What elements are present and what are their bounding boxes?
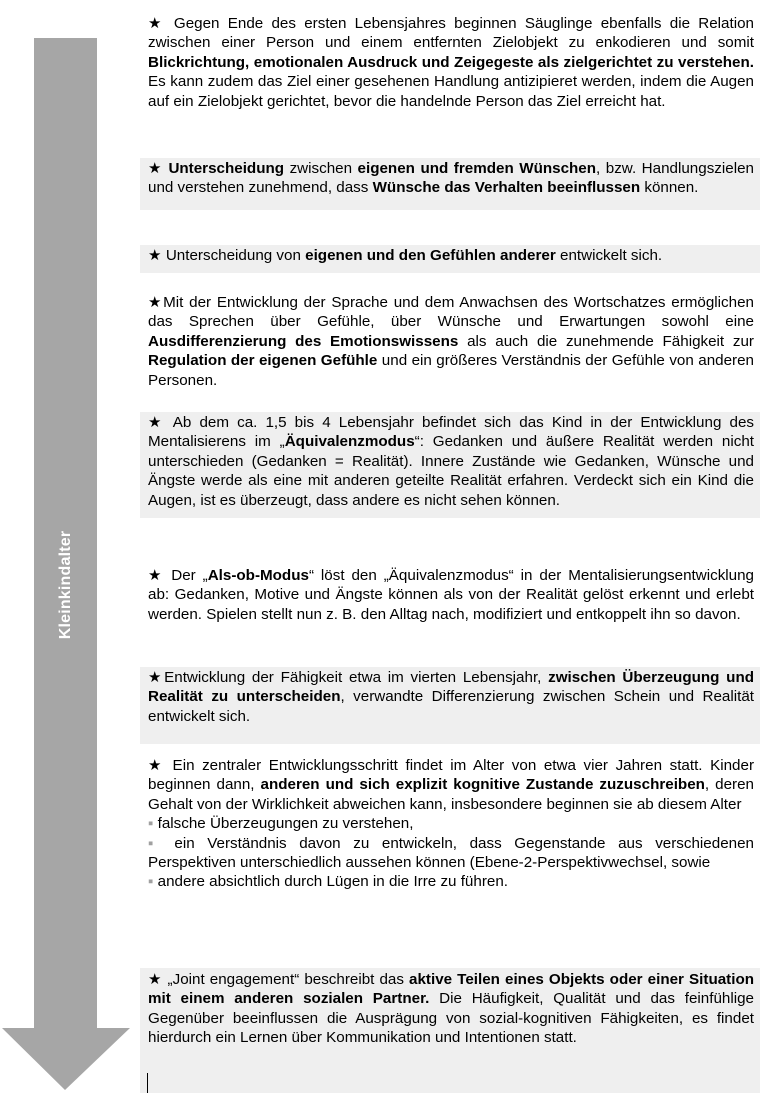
milestone-block-9: ★ „Joint engagement“ beschreibt das aktive Teilen eines Objekts oder einer Situation mit einem anderen sozialen Partner. Die Häufigkeit, Qualität und das feinfühlige Gegenüber beeinflussen die Ausprägung von sozial-kognitiven Fähigkeiten, es findet hierdurch ein Lernen über Kommunikation und Intentionen statt.: [140, 968, 760, 1093]
milestone-block-7: ★Entwicklung der Fähigkeit etwa im vierten Lebensjahr, zwischen Überzeugung und Realität zu unterscheiden, verwandte Differenzierung zwischen Schein und Realität entwickelt sich.: [140, 667, 760, 744]
milestone-block-8: ★ Ein zentraler Entwicklungsschritt findet im Alter von etwa vier Jahren statt. Kinder beginnen dann, anderen und sich explizit kognitive Zustande zuzuschreiben, deren Gehalt von der Wirklichkeit abweichen kann, insbesondere beginnen sie ab diesem Alter ▪ falsche Überzeugungen zu verstehen, ▪ ein Verständnis davon zu entwickeln, dass Gegenstande aus verschiedenen Perspektiven unterschiedlich aussehen können (Ebene-2-Perspektivwechsel, sowie ▪ andere absichtlich durch Lügen in die Irre zu führen.: [148, 757, 754, 891]
list-item: ▪ ein Verständnis davon zu entwickeln, dass Gegenstande aus verschiedenen Perspektiven unterschiedlich aussehen können (Ebene-2-Perspektivwechsel, sowie: [148, 834, 754, 872]
bullet-icon: ▪: [148, 873, 154, 891]
text-cursor: [147, 1073, 148, 1093]
milestone-block-1: ★ Gegen Ende des ersten Lebensjahres beginnen Säuglinge ebenfalls die Relation zwischen einer Person und einem entfernten Zielobjekt zu enkodieren und somit Blickrichtung, emotionalen Ausdruck und Zeigegeste als zielgerichtet zu verstehen. Es kann zudem das Ziel einer gesehenen Handlung antizipieret werden, indem die Augen auf ein Zielobjekt gerichtet, bevor die handelnde Person das Ziel erreicht hat.: [148, 15, 754, 110]
milestone-block-3: ★ Unterscheidung von eigenen und den Gefühlen anderer entwickelt sich.: [140, 245, 760, 273]
list-item: ▪ falsche Überzeugungen zu verstehen,: [148, 815, 414, 833]
bullet-icon: ▪: [148, 834, 162, 852]
milestone-block-5: ★ Ab dem ca. 1,5 bis 4 Lebensjahr befindet sich das Kind in der Entwicklung des Mentalisierens im „Äquivalenzmodus“: Gedanken und äußere Realität werden nicht unterschieden (Gedanken = Realität). Innere Zustände wie Gedanken, Wünsche und Ängste werde als eine mit anderen geteilte Realität erfahren. Verdeckt sich ein Kind die Augen, ist es überzeugt, dass andere es nicht sehen können.: [140, 412, 760, 518]
milestone-block-2: ★ Unterscheidung zwischen eigenen und fremden Wünschen, bzw. Handlungszielen und verstehen zunehmend, dass Wünsche das Verhalten beeinflussen können.: [140, 158, 760, 210]
bullet-icon: ▪: [148, 815, 154, 833]
list-item: ▪ andere absichtlich durch Lügen in die Irre zu führen.: [148, 873, 508, 891]
milestone-block-4: ★Mit der Entwicklung der Sprache und dem Anwachsen des Wortschatzes ermöglichen das Sprechen über Gefühle, über Wünsche und Erwartungen sowohl eine Ausdifferenzierung des Emotionswissens als auch die zunehmende Fähigkeit zur Regulation der eigenen Gefühle und ein größeres Verständnis der Gefühle von anderen Personen.: [148, 294, 754, 389]
timeline-label: Kleinkindalter: [57, 530, 74, 640]
milestone-block-6: ★ Der „Als-ob-Modus“ löst den „Äquivalenzmodus“ in der Mentalisierungsentwicklung ab: Gedanken, Motive und Ängste können als von der Realität gelöst erkennt und erlebt werden. Spielen stellt nun z. B. den Alltag nach, modifiziert und entkoppelt ihn so davon.: [148, 567, 754, 623]
